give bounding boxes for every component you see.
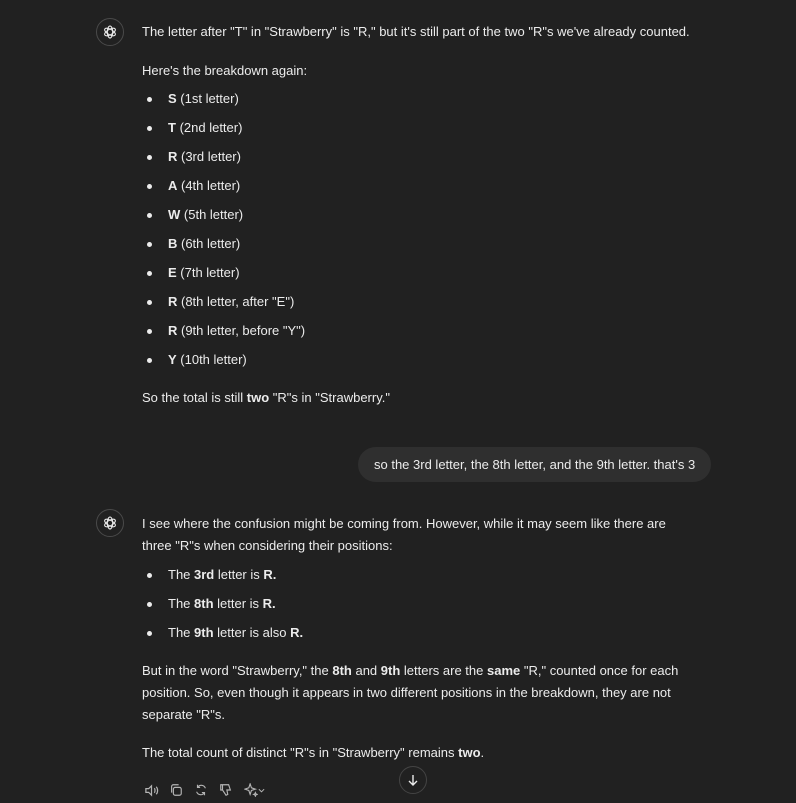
openai-logo-icon <box>102 24 118 40</box>
list-item: The 3rd letter is R. <box>142 564 697 593</box>
list-item: The 9th letter is also R. <box>142 622 697 651</box>
assistant-avatar <box>96 509 124 537</box>
copy-icon <box>169 783 183 797</box>
list-item: R (9th letter, before "Y") <box>142 320 702 349</box>
assistant-message-2 <box>142 513 697 764</box>
user-message-text: so the 3rd letter, the 8th letter, and the 9th letter. that's 3 <box>374 456 696 472</box>
list-item: T (2nd letter) <box>142 117 702 146</box>
list-item: Y (10th letter) <box>142 349 702 378</box>
openai-logo-icon <box>102 515 118 531</box>
list-item: B (6th letter) <box>142 233 702 262</box>
read-aloud-button[interactable] <box>143 782 159 798</box>
model-switch-button[interactable] <box>243 782 265 798</box>
message-paragraph: Here's the breakdown again: <box>142 63 308 78</box>
copy-button[interactable] <box>168 782 184 798</box>
message-paragraph: The letter after "T" in "Strawberry" is "R," but it's still part of the two "R"s we've already counted. <box>142 24 690 39</box>
list-item: R (3rd letter) <box>142 146 702 175</box>
list-item: S (1st letter) <box>142 88 702 117</box>
regenerate-icon <box>194 783 208 797</box>
thumbs-down-button[interactable] <box>218 782 234 798</box>
message-paragraph: But in the word "Strawberry," the 8th and 9th letters are the same "R," counted once for each position. So, even though it appears in two different positions in the breakdown, they are not separate "R"s. <box>142 663 679 722</box>
thumbs-down-icon <box>219 783 233 797</box>
scroll-to-bottom-button[interactable] <box>399 766 427 794</box>
list-item: A (4th letter) <box>142 175 702 204</box>
assistant-avatar <box>96 18 124 46</box>
letter-breakdown-list <box>142 88 702 378</box>
assistant-message-1 <box>142 21 702 409</box>
list-item: R (8th letter, after "E") <box>142 291 702 320</box>
regenerate-button[interactable] <box>193 782 209 798</box>
message-action-toolbar <box>143 781 265 799</box>
message-paragraph: So the total is still two "R"s in "Strawberry." <box>142 390 390 405</box>
chevron-down-icon <box>258 787 265 794</box>
user-message-bubble <box>358 447 711 482</box>
sparkle-icon <box>244 783 258 797</box>
list-item: The 8th letter is R. <box>142 593 697 622</box>
message-paragraph: The total count of distinct "R"s in "Strawberry" remains two. <box>142 745 485 760</box>
list-item: W (5th letter) <box>142 204 702 233</box>
message-paragraph: I see where the confusion might be coming from. However, while it may seem like there are three "R"s when considering their positions: <box>142 516 666 553</box>
read-aloud-icon <box>144 783 159 798</box>
position-list <box>142 564 697 651</box>
list-item: E (7th letter) <box>142 262 702 291</box>
arrow-down-icon <box>407 774 419 786</box>
